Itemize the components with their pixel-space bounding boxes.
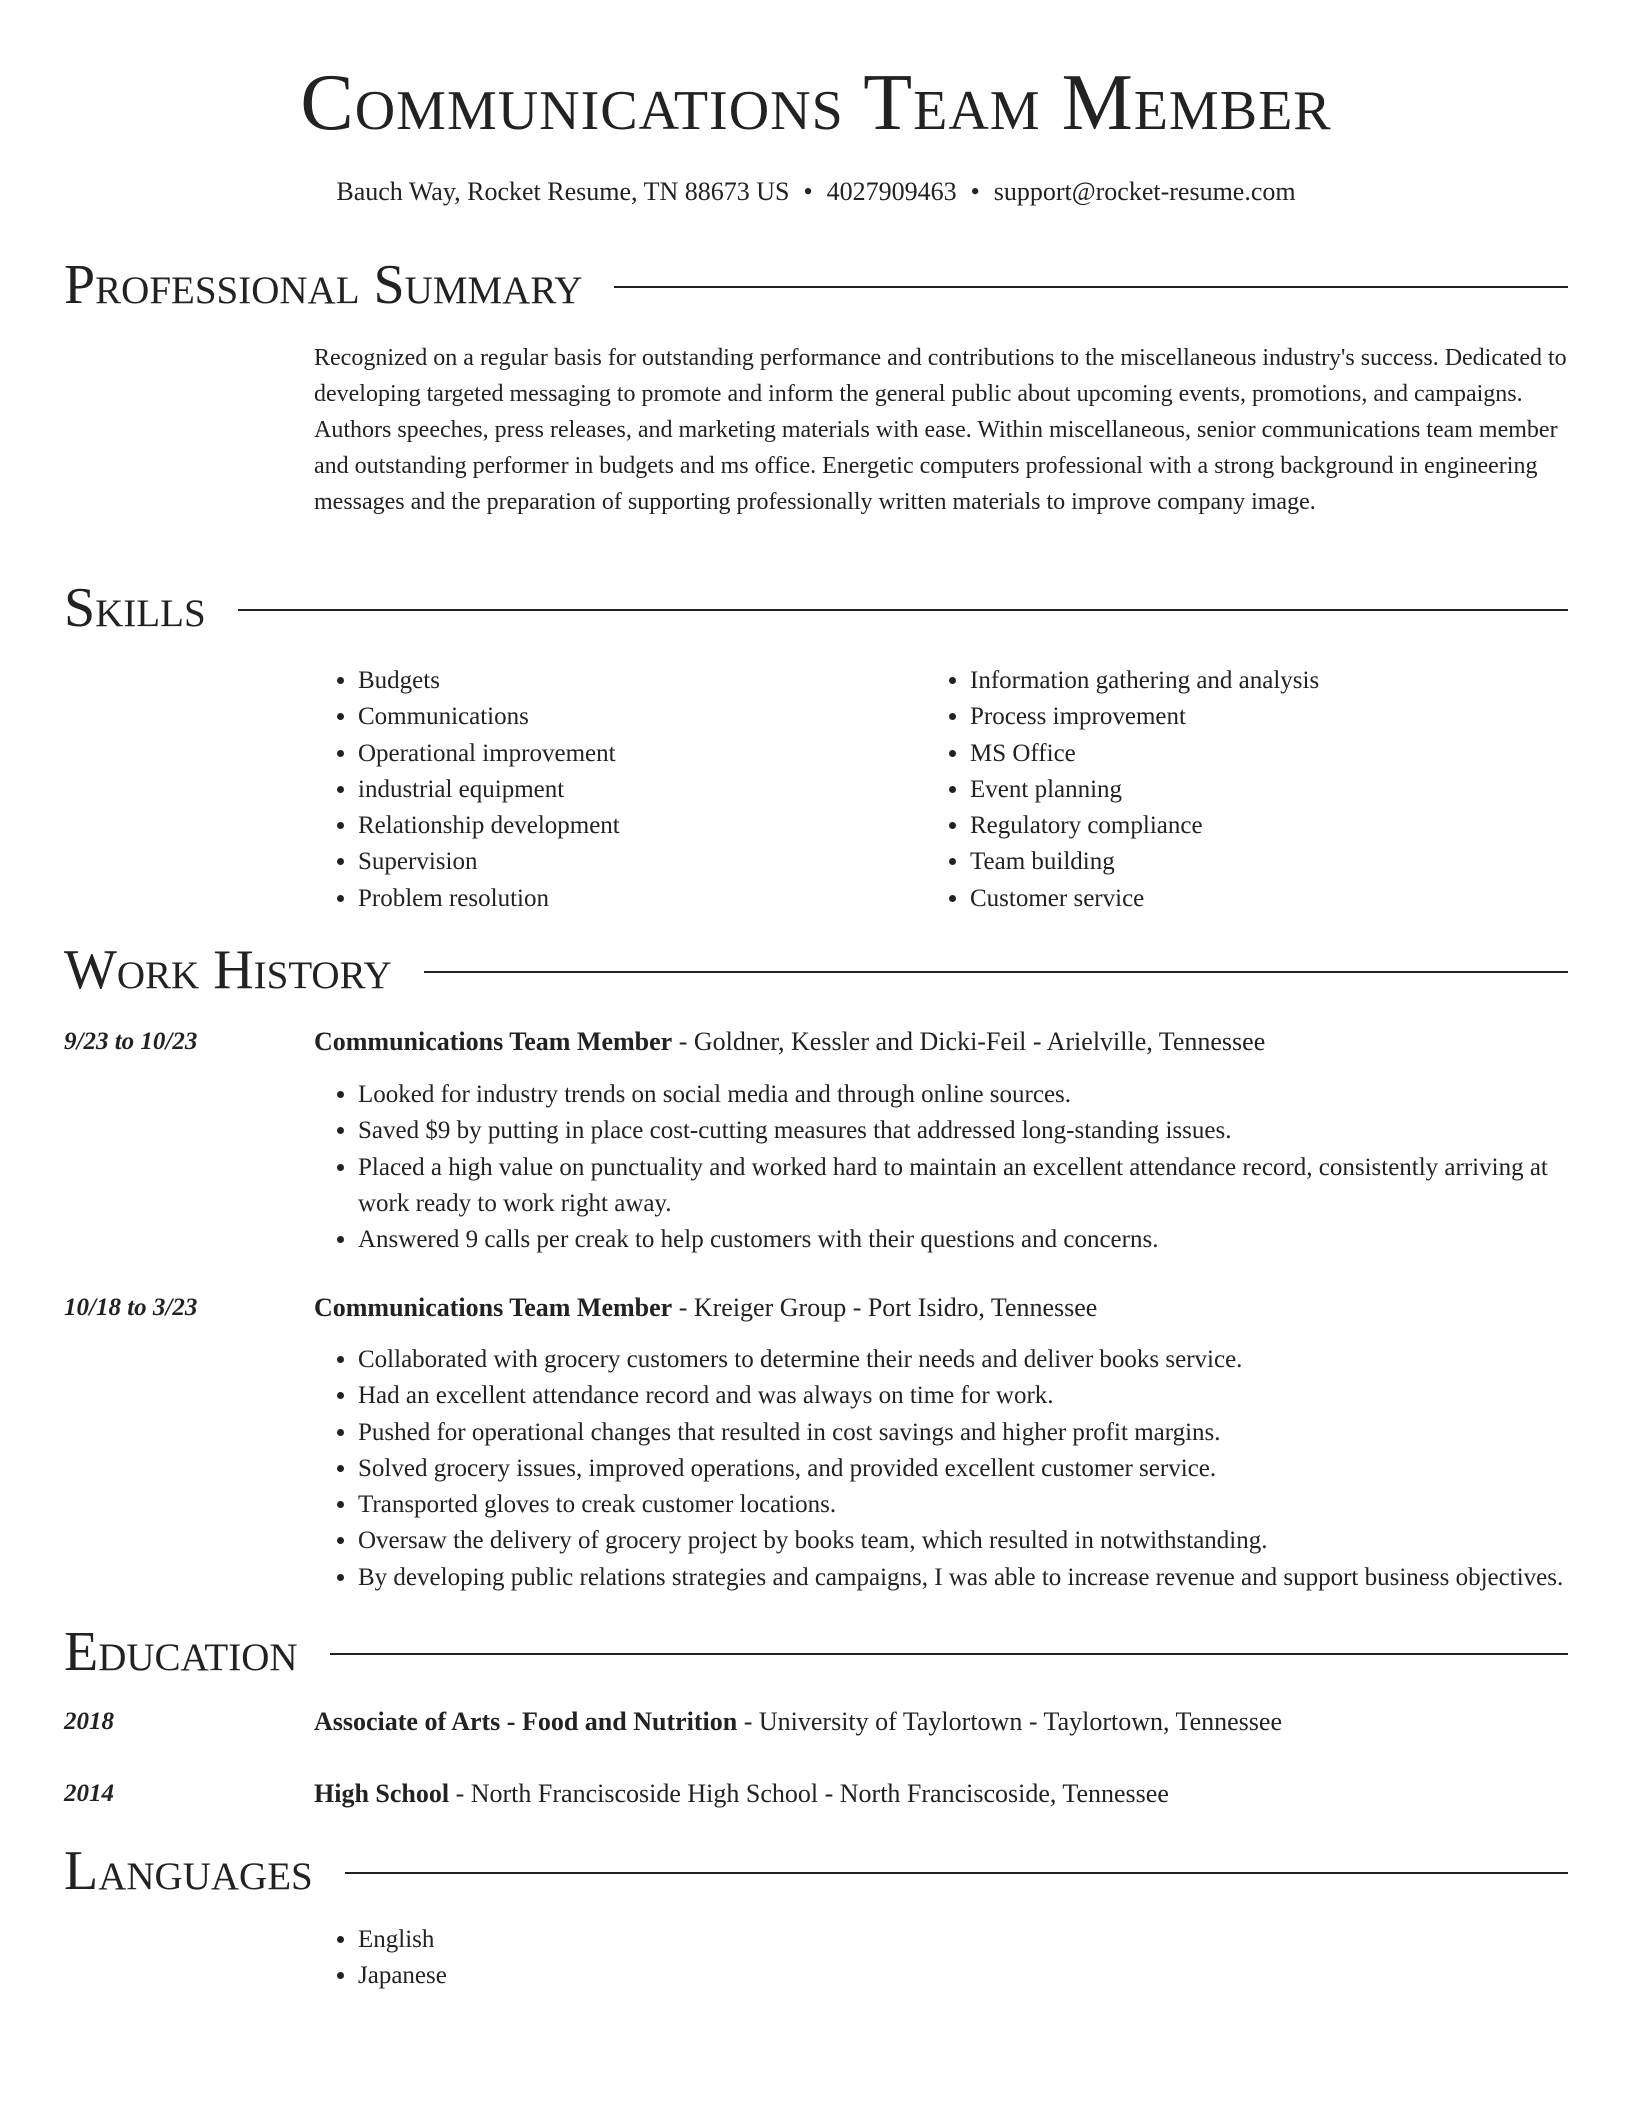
contact-line [0,174,1632,210]
section-divider [238,609,1568,611]
summary-text: Recognized on a regular basis for outstanding performance and contributions to the miscellaneous industry's success. Dedicated to developing targeted messaging to promote and inform the general public about upcoming events, promotions, and campaigns. Authors speeches, press releases, and marketing materials with ease. Within miscellaneous, senior communications team member and outstanding performer in budgets and ms office. Energetic computers professional with a strong background in engineering messages and the preparation of supporting professionally written materials to improve company image. [314,345,1567,515]
skill-item: • MS Office [970,736,1486,772]
job-dates: 10/18 to 3/23 [64,1294,198,1321]
education-entry [314,1704,1592,1740]
skill-item: • Relationship development [358,808,874,844]
skills-section-header [64,578,1568,638]
skill-item: • Process improvement [970,699,1486,735]
skills-column-right [926,663,1486,917]
skill-item: • Operational improvement [358,736,874,772]
resume-name: Communications Team Member [300,59,1332,147]
skill-item: • Budgets [358,663,874,699]
section-divider [345,1872,1568,1874]
section-divider [614,286,1568,288]
skill-item: • industrial equipment [358,772,874,808]
job-bullet: • Looked for industry trends on social media and through online sources. [358,1077,1572,1113]
skill-item: • Supervision [358,844,874,880]
job-role: Communications Team Member [314,1293,673,1322]
education-heading: Education [64,1621,298,1683]
summary-heading: Professional Summary [64,254,583,316]
work-heading: Work History [64,939,392,1001]
job-role: Communications Team Member [314,1027,673,1056]
education-entry [314,1776,1592,1812]
language-list [314,1922,1572,1995]
job-bullets [314,1077,1572,1258]
skill-item: • Customer service [970,881,1486,917]
job-bullet: • Answered 9 calls per creak to help customers with their questions and concerns. [358,1222,1572,1258]
education-school: - University of Taylortown - Taylortown, Tennessee [737,1707,1282,1736]
skill-item: • Team building [970,844,1486,880]
contact-phone: 4027909463 [826,177,957,206]
education-degree: High School [314,1779,450,1808]
job-header [314,1290,1592,1326]
education-school: - North Franciscoside High School - North Franciscoside, Tennessee [449,1779,1169,1808]
skill-item: • Regulatory compliance [970,808,1486,844]
job-bullet: • Collaborated with grocery customers to determine their needs and deliver books service. [358,1342,1572,1378]
skill-item: • Event planning [970,772,1486,808]
skill-item: • Information gathering and analysis [970,663,1486,699]
skill-item: • Problem resolution [358,881,874,917]
job-bullet: • Saved $9 by putting in place cost-cutting measures that addressed long-standing issues. [358,1113,1572,1149]
job-bullet: • Had an excellent attendance record and was always on time for work. [358,1378,1572,1414]
job-bullets [314,1342,1572,1596]
contact-separator: • [970,177,980,206]
job-dates: 9/23 to 10/23 [64,1028,198,1055]
section-divider [330,1653,1568,1655]
skill-item: • Communications [358,699,874,735]
summary-section-header [64,255,1568,315]
education-year: 2018 [64,1708,114,1735]
job-bullet: • Solved grocery issues, improved operations, and provided excellent customer service. [358,1451,1572,1487]
education-degree: Associate of Arts - Food and Nutrition [314,1707,738,1736]
job-bullet: • Oversaw the delivery of grocery project by books team, which resulted in notwithstanding. [358,1523,1572,1559]
contact-email: support@rocket-resume.com [993,177,1296,206]
job-bullet: • By developing public relations strategies and campaigns, I was able to increase revenue and support business objectives. [358,1560,1572,1596]
languages-heading: Languages [64,1840,313,1902]
education-year: 2014 [64,1780,114,1807]
languages-section-header [64,1841,1568,1901]
skills-heading: Skills [64,577,206,639]
language-item: • English [358,1922,1572,1958]
job-bullet: • Transported gloves to creak customer locations. [358,1487,1572,1523]
section-divider [424,971,1568,973]
job-bullet: • Placed a high value on punctuality and worked hard to maintain an excellent attendance record, consistently arriving at work ready to work right away. [358,1150,1572,1223]
contact-address: Bauch Way, Rocket Resume, TN 88673 US [336,177,790,206]
job-employer: - Kreiger Group - Port Isidro, Tennessee [672,1293,1098,1322]
job-header [314,1024,1592,1060]
contact-separator: • [803,177,813,206]
skills-column-left [314,663,874,917]
work-section-header [64,940,1568,1000]
education-section-header [64,1622,1568,1682]
job-bullet: • Pushed for operational changes that resulted in cost savings and higher profit margins. [358,1415,1572,1451]
language-item: • Japanese [358,1958,1572,1994]
job-employer: - Goldner, Kessler and Dicki-Feil - Arielville, Tennessee [672,1027,1266,1056]
